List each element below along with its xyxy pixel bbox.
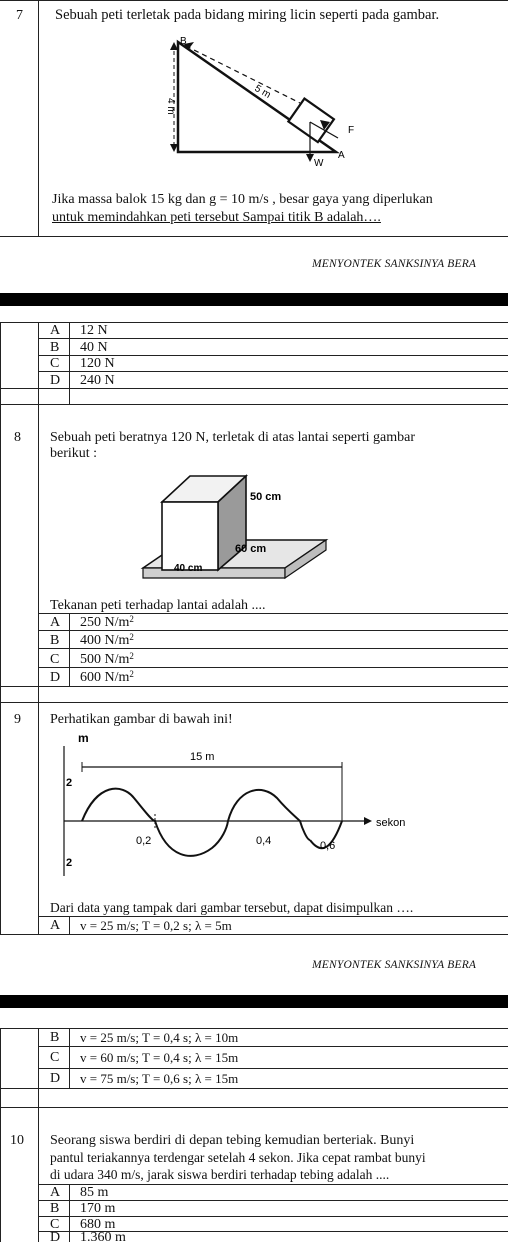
divider: [0, 0, 508, 1]
option-text: 680 m: [80, 1217, 116, 1232]
option-text: 1.360 m: [80, 1230, 126, 1245]
option-text: v = 25 m/s; T = 0,4 s; λ = 10m: [80, 1030, 239, 1045]
question-text-line: Jika massa balok 15 kg dan g = 10 m/s , besar gaya yang diperlukan: [52, 192, 433, 207]
amplitude-label: 2: [66, 857, 73, 869]
time-tick-label: 0,6: [320, 840, 336, 852]
divider: [38, 322, 39, 934]
amplitude-label: 2: [66, 777, 73, 789]
option-text: 85 m: [80, 1185, 109, 1200]
question-stem: Seorang siswa berdiri di depan tebing kemudian berteriak. Bunyi: [50, 1133, 415, 1148]
option-letter: C: [50, 1217, 60, 1232]
label-a: A: [338, 150, 345, 161]
divider: [38, 371, 508, 372]
divider: [0, 388, 508, 389]
box-on-floor-diagram: [140, 468, 330, 588]
warning-banner-text: MENYONTEK SANKSINYA BERA: [312, 258, 477, 270]
question-number: 8: [14, 430, 21, 445]
option-letter: D: [50, 373, 61, 388]
divider: [38, 338, 508, 339]
divider: [38, 1184, 508, 1185]
divider: [69, 916, 70, 934]
divider: [69, 1028, 70, 1088]
divider: [0, 1028, 1, 1242]
wavelength-label: 15 m: [190, 751, 215, 763]
divider: [38, 613, 508, 614]
option-text: v = 25 m/s; T = 0,2 s; λ = 5m: [80, 918, 232, 933]
divider: [38, 1028, 39, 1242]
option-letter: C: [50, 356, 60, 371]
question-number: 9: [14, 712, 21, 727]
divider: [0, 702, 508, 703]
option-letter: B: [50, 340, 60, 355]
page-break-band: [0, 293, 508, 306]
option-text: 500 $N/m^2$: [80, 651, 134, 667]
divider: [0, 322, 508, 323]
option-text: v = 60 m/s; T = 0,4 s; λ = 15m: [80, 1050, 239, 1065]
label-5m: 5 m: [252, 83, 273, 101]
option-text: 120 N: [80, 356, 115, 371]
divider: [0, 322, 1, 934]
wave-diagram: [52, 728, 422, 898]
axis-unit-label: sekon: [376, 817, 406, 829]
divider: [38, 0, 39, 236]
time-tick-label: 0,4: [256, 835, 272, 847]
label-w: W: [314, 158, 324, 169]
divider: [38, 630, 508, 631]
page-break-band: [0, 995, 508, 1008]
label-f: F: [348, 125, 355, 136]
question-stem: di udara 340 m/s, jarak siswa berdiri terhadap tebing adalah ....: [50, 1167, 390, 1182]
divider: [0, 404, 508, 405]
option-text: v = 75 m/s; T = 0,6 s; λ = 15m: [80, 1071, 239, 1086]
option-text: 240 N: [80, 373, 115, 388]
option-letter: C: [50, 652, 60, 667]
divider: [69, 322, 70, 404]
divider: [0, 934, 508, 935]
option-letter: B: [50, 1030, 60, 1045]
dimension-label: 40 cm: [174, 563, 203, 574]
divider: [38, 648, 508, 649]
divider: [0, 1028, 508, 1029]
option-text: 400 $N/m^2$: [80, 632, 134, 648]
divider: [0, 1107, 508, 1108]
option-letter: B: [50, 633, 60, 648]
divider: [38, 1068, 508, 1069]
dimension-label: 50 cm: [250, 491, 282, 503]
option-letter: D: [50, 1230, 61, 1245]
option-text: 600 $N/m^2$: [80, 669, 134, 685]
question-number: 10: [10, 1133, 24, 1148]
option-letter: A: [50, 1185, 61, 1200]
question-stem: Perhatikan gambar di bawah ini!: [50, 712, 233, 727]
option-letter: A: [50, 323, 61, 338]
divider: [38, 667, 508, 668]
warning-banner-text: MENYONTEK SANKSINYA BERA: [312, 959, 477, 971]
option-letter: D: [50, 1071, 61, 1086]
option-letter: D: [50, 670, 61, 685]
question-stem: pantul teriakannya terdengar setelah 4 sekon. Jika cepat rambat bunyi: [50, 1150, 426, 1165]
option-letter: C: [50, 1050, 60, 1065]
label-4m: 4 m: [165, 98, 176, 115]
question-stem: Sebuah peti beratnya 120 N, terletak di atas lantai seperti gambar: [50, 430, 416, 445]
divider: [69, 613, 70, 686]
divider: [38, 916, 508, 917]
label-b: B: [180, 36, 187, 47]
option-text: 12 N: [80, 323, 108, 338]
option-text: 40 N: [80, 340, 108, 355]
divider: [38, 1046, 508, 1047]
option-text: 170 m: [80, 1201, 116, 1216]
time-tick-label: 0,2: [136, 835, 152, 847]
dimension-label: 60 cm: [235, 543, 267, 555]
option-text: 250 $N/m^2$: [80, 614, 134, 630]
incline-diagram: [150, 30, 370, 180]
divider: [69, 1184, 70, 1242]
divider: [0, 686, 508, 687]
question-stem: berikut :: [50, 446, 98, 461]
option-letter: A: [50, 615, 61, 630]
divider: [0, 1088, 508, 1089]
question-number: 7: [16, 8, 23, 23]
axis-unit-label: m: [78, 731, 89, 745]
option-letter: B: [50, 1201, 60, 1216]
option-letter: A: [50, 918, 61, 933]
question-text-line: Tekanan peti terhadap lantai adalah ....: [50, 598, 266, 613]
divider: [0, 236, 508, 237]
question-stem: Sebuah peti terletak pada bidang miring licin seperti pada gambar.: [55, 7, 440, 23]
question-text-line: Dari data yang tampak dari gambar tersebut, dapat disimpulkan ….: [50, 900, 414, 915]
question-text-line: untuk memindahkan peti tersebut Sampai titik B adalah….: [52, 210, 381, 225]
